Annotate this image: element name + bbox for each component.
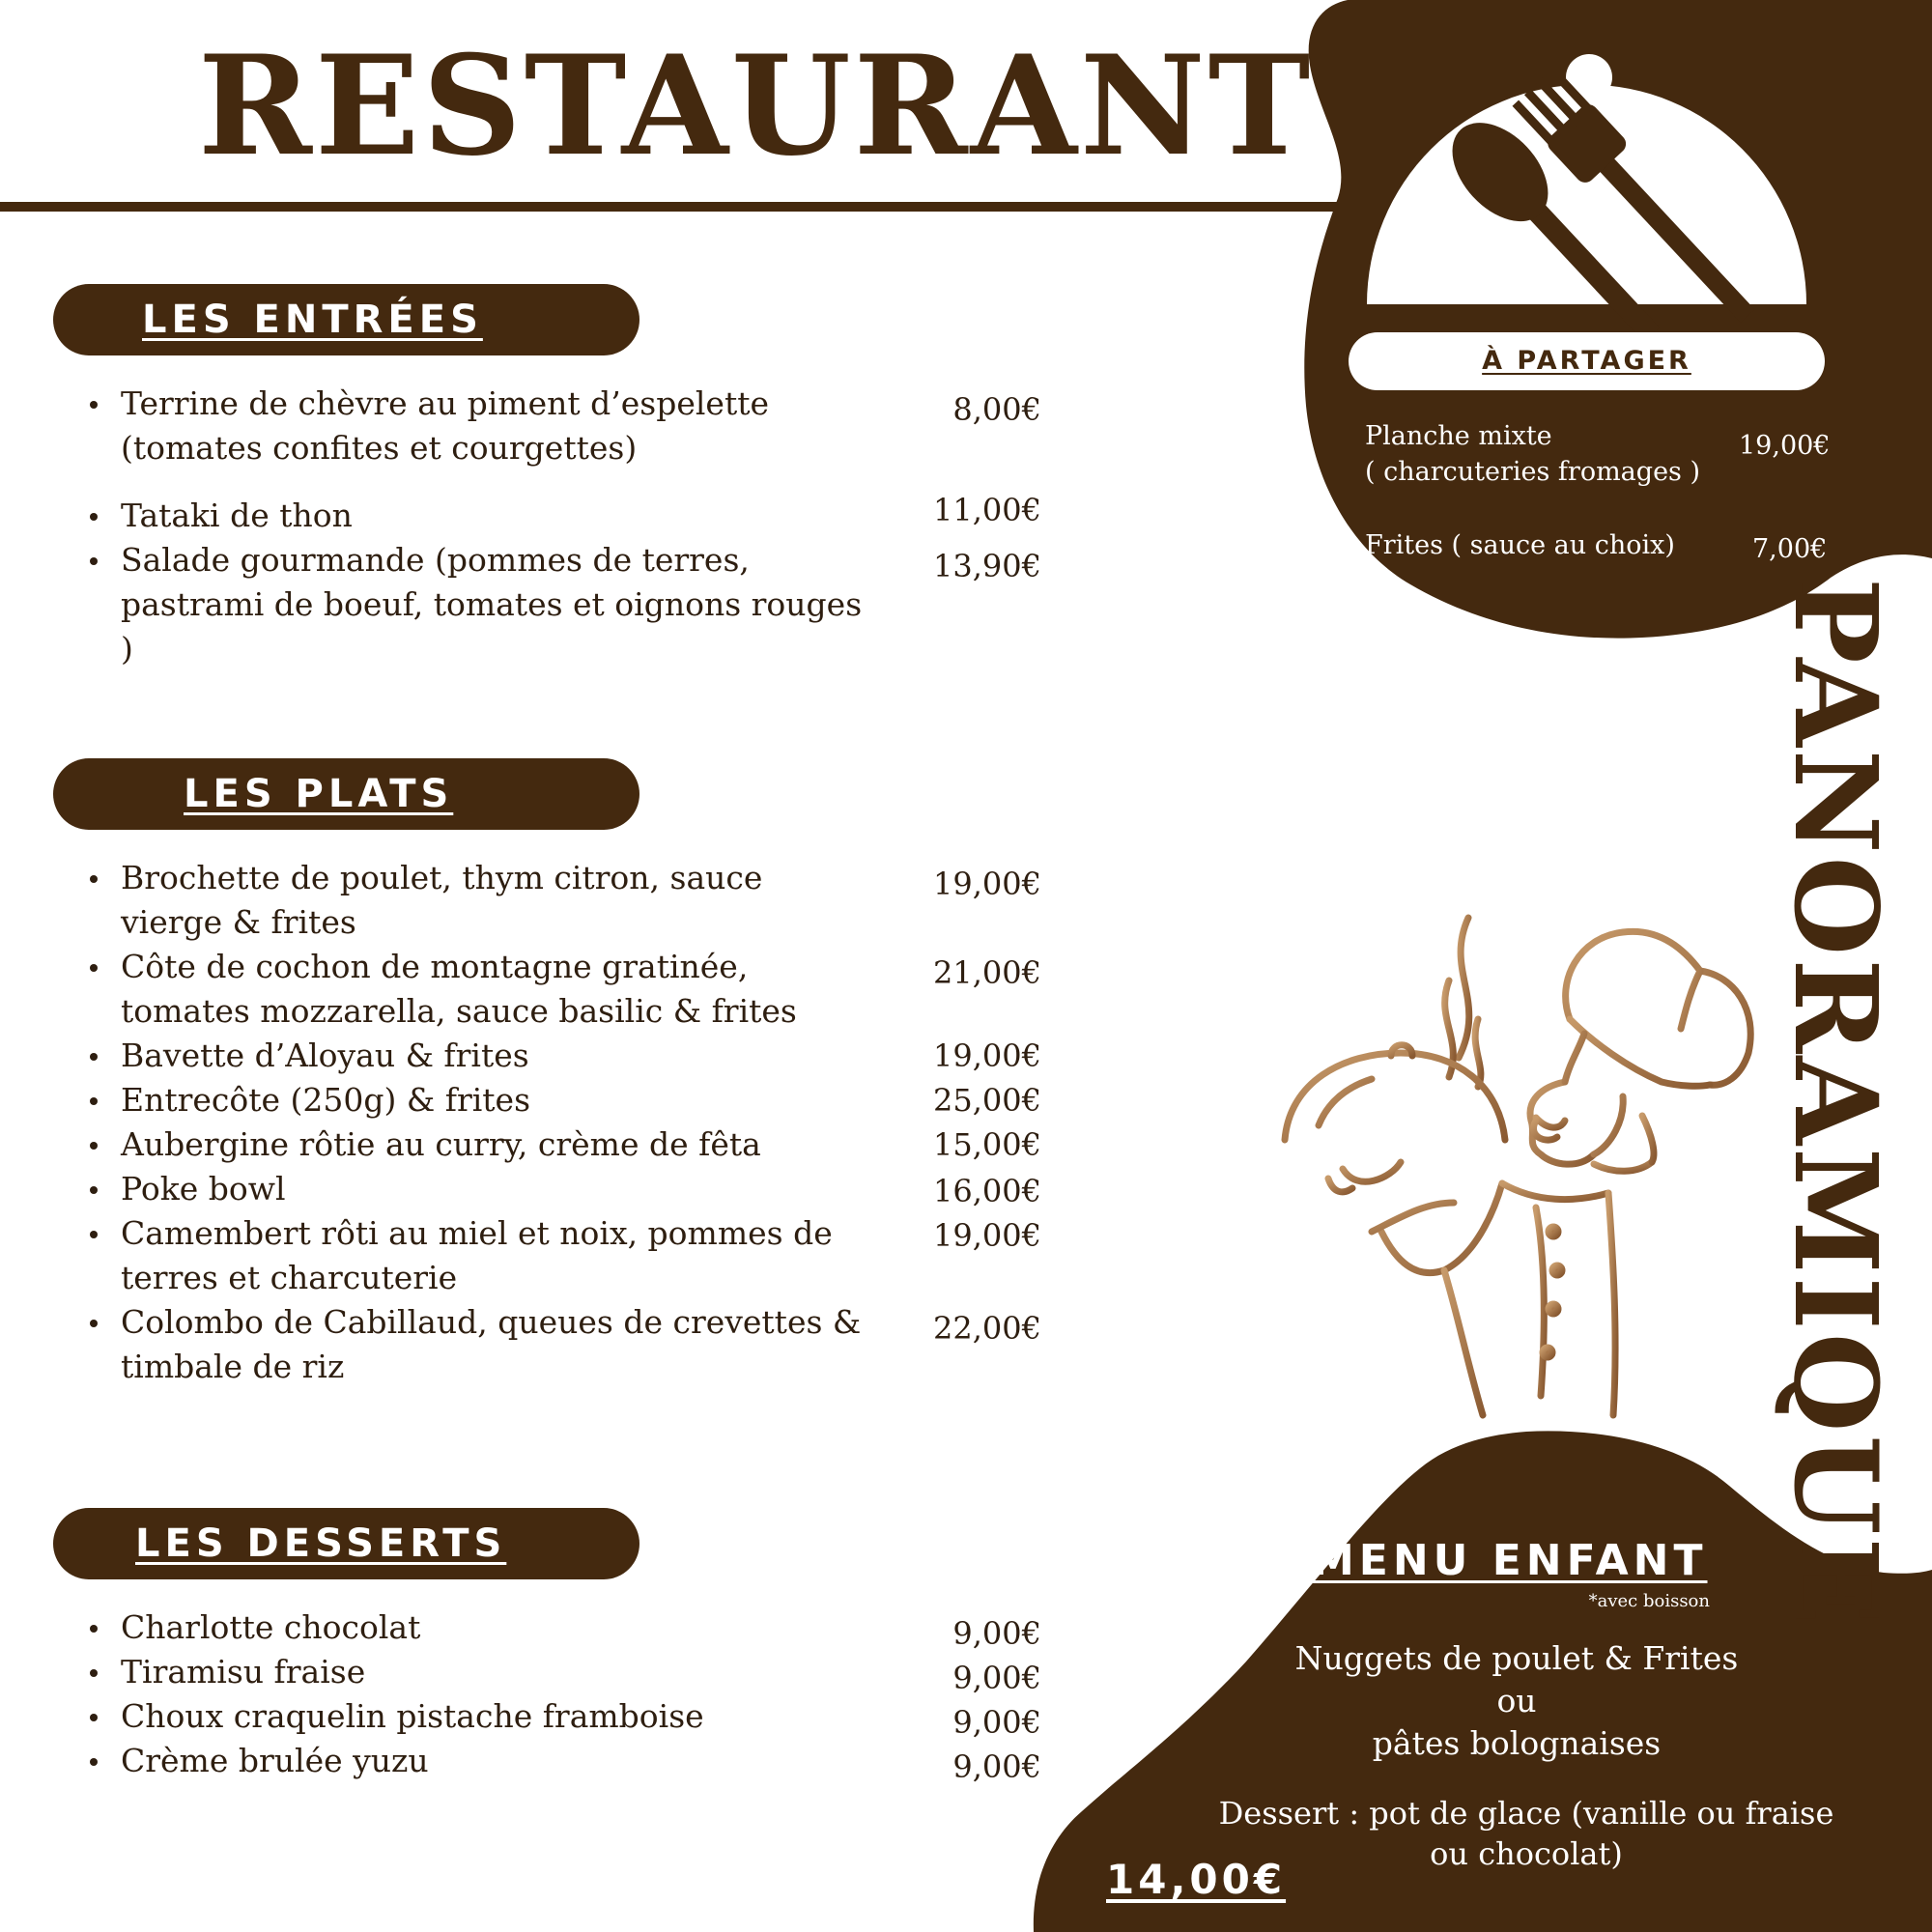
entrees-list: [92, 382, 1043, 671]
share-header: [1349, 332, 1825, 390]
item-name: Terrine de chèvre au piment d’espelette (tomates confites et courgettes): [121, 384, 769, 467]
share-title: À PARTAGER: [1482, 346, 1691, 376]
item-name: Tataki de thon: [121, 497, 353, 534]
item-price: 8,00€: [952, 391, 1041, 428]
list-item: [92, 1605, 1043, 1650]
kids-menu-price: 14,00€: [1106, 1856, 1287, 1903]
item-price: 15,00€: [933, 1126, 1041, 1163]
brand-vertical-container: [1769, 578, 1903, 1628]
section-header-entrees: [53, 284, 639, 355]
kids-menu-line: pâtes bolognaises: [1372, 1724, 1662, 1762]
item-price: 19,00€: [933, 866, 1041, 902]
item-price: 9,00€: [952, 1704, 1041, 1741]
chef-serving-dish-icon: [1246, 913, 1787, 1435]
list-item: [92, 1211, 1043, 1300]
list-item: [92, 1300, 1043, 1389]
list-item: [92, 1034, 1043, 1078]
item-name: Aubergine rôtie au curry, crème de fêta: [121, 1125, 761, 1163]
item-price: 19,00€: [933, 1217, 1041, 1254]
list-item: [92, 856, 1043, 945]
list-item: [92, 1739, 1043, 1783]
list-item: [92, 1167, 1043, 1211]
item-name: Colombo de Cabillaud, queues de crevettes & timbale de riz: [121, 1303, 862, 1385]
item-price: 9,00€: [952, 1615, 1041, 1652]
title-divider: [0, 202, 1348, 212]
share-item-name-line1: Planche mixte: [1365, 421, 1552, 451]
item-name: Poke bowl: [121, 1170, 286, 1208]
section-header-desserts: [53, 1508, 639, 1579]
item-name: Brochette de poulet, thym citron, sauce vierge & frites: [121, 859, 763, 941]
item-name: Camembert rôti au miel et noix, pommes de terres et charcuterie: [121, 1214, 833, 1296]
share-item-price: 7,00€: [1752, 534, 1828, 564]
section-header-plats: [53, 758, 639, 830]
kids-menu-title: MENU ENFANT: [1312, 1536, 1708, 1585]
item-name: Crème brulée yuzu: [121, 1742, 429, 1779]
item-name: Salade gourmande (pommes de terres, pastrami de boeuf, tomates et oignons rouges ): [121, 541, 863, 668]
kids-menu-note: *avec boisson: [1588, 1591, 1710, 1611]
restaurant-title: RESTAURANT: [198, 26, 1314, 186]
kids-menu-line: ou: [1496, 1682, 1537, 1719]
share-item-name-line2: ( charcuteries fromages ): [1365, 457, 1701, 487]
brand-vertical-name: PANORAMIQUE: [1769, 578, 1903, 1628]
section-title-plats: LES PLATS: [184, 772, 454, 816]
list-item: [92, 1122, 1043, 1167]
item-name: Charlotte chocolat: [121, 1608, 421, 1646]
kids-menu-line: Nuggets de poulet & Frites: [1294, 1639, 1739, 1677]
item-name: Choux craquelin pistache framboise: [121, 1697, 704, 1735]
list-item: [92, 494, 1043, 538]
desserts-list: [92, 1605, 1043, 1783]
item-price: 25,00€: [933, 1082, 1041, 1119]
section-title-entrees: LES ENTRÉES: [142, 298, 483, 342]
item-name: Entrecôte (250g) & frites: [121, 1081, 531, 1119]
section-title-desserts: LES DESSERTS: [135, 1521, 507, 1566]
kids-menu-dessert: Dessert : pot de glace (vanille ou fraise ou chocolat): [1218, 1795, 1834, 1872]
list-item: [92, 945, 1043, 1034]
plats-list: [92, 856, 1043, 1389]
item-price: 9,00€: [952, 1660, 1041, 1696]
list-item: [92, 1694, 1043, 1739]
item-name: Bavette d’Aloyau & frites: [121, 1037, 529, 1074]
item-price: 9,00€: [952, 1748, 1041, 1785]
list-item: [92, 1650, 1043, 1694]
item-price: 21,00€: [933, 954, 1041, 991]
item-name: Tiramisu fraise: [121, 1653, 366, 1690]
item-price: 13,90€: [933, 548, 1041, 584]
list-item: [92, 382, 1043, 494]
share-item-price: 19,00€: [1739, 431, 1831, 461]
item-price: 16,00€: [933, 1173, 1041, 1209]
share-item-name-line1: Frites ( sauce au choix): [1365, 530, 1675, 560]
item-price: 11,00€: [933, 492, 1041, 528]
item-name: Côte de cochon de montagne gratinée, tomates mozzarella, sauce basilic & frites: [121, 948, 797, 1030]
list-item: [92, 1078, 1043, 1122]
item-price: 22,00€: [933, 1310, 1041, 1347]
item-price: 19,00€: [933, 1037, 1041, 1074]
list-item: [92, 538, 1043, 671]
